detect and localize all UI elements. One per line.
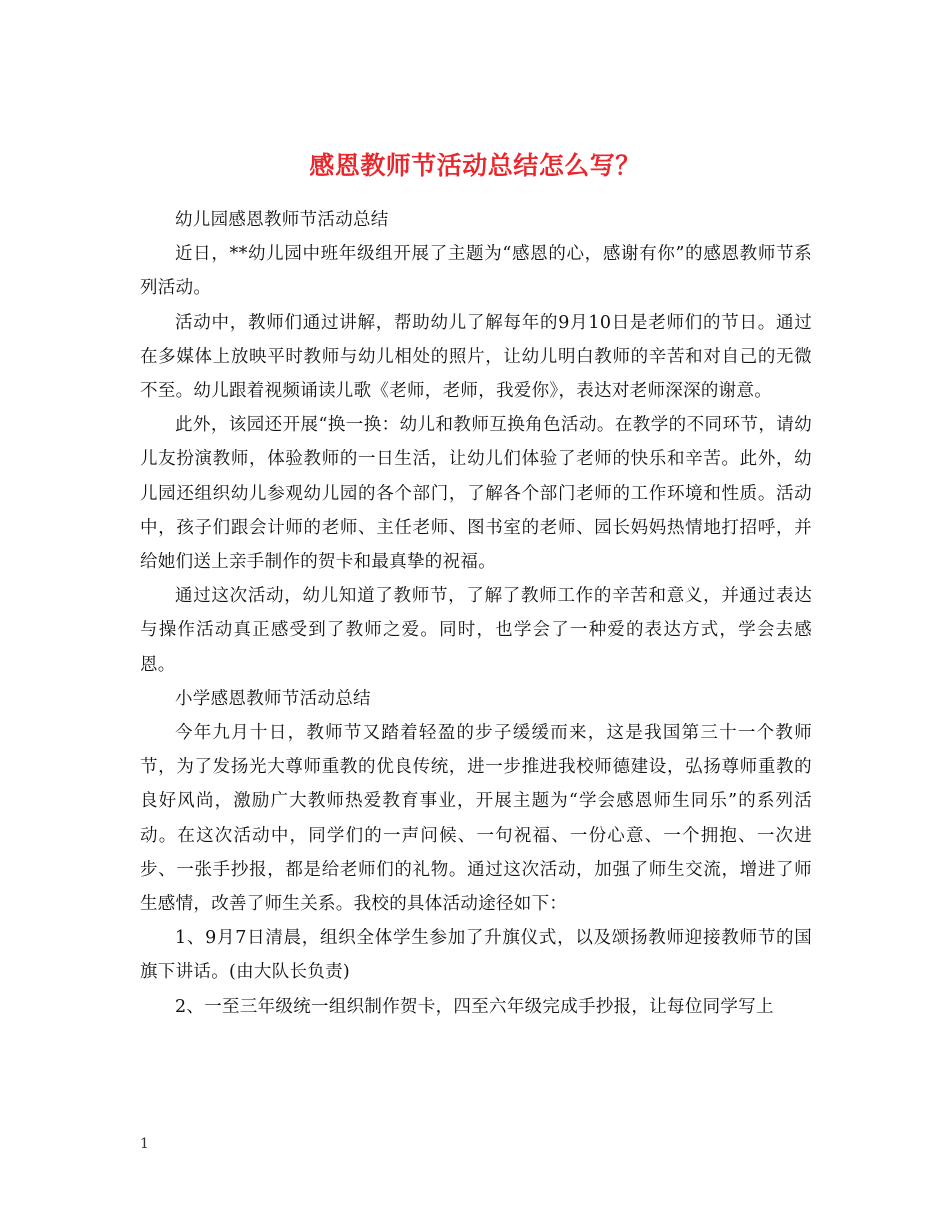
paragraph: 通过这次活动，幼儿知道了教师节，了解了教师工作的辛苦和意义，并通过表达与操作活动真正感受到了教师之爱。同时，也学会了一种爱的表达方式，学会去感恩。: [140, 586, 812, 675]
document-body: [140, 203, 812, 1024]
section-heading-kindergarten: 幼儿园感恩教师节活动总结: [175, 210, 389, 230]
page-number: 1: [140, 1136, 149, 1152]
section-heading-primary-school: 小学感恩教师节活动总结: [175, 688, 371, 709]
paragraph: 今年九月十日，教师节又踏着轻盈的步子缓缓而来，这是我国第三十一个教师节，为了发扬光大尊师重教的优良传统，进一步推进我校师德建设，弘扬尊师重教的良好风尚，激励广大教师热爱教育事业，开展主题为“学会感恩师生同乐”的系列活动。在这次活动中，同学们的一声问候、一句祝福、一份心意、一个拥抱、一次进步、一张手抄报，都是给老师们的礼物。通过这次活动，加强了师生交流，增进了师生感情，改善了师生关系。我校的具体活动途径如下：: [140, 723, 812, 915]
paragraph: 1、9月7日清晨，组织全体学生参加了升旗仪式，以及颂扬教师迎接教师节的国旗下讲话。(由大队长负责): [140, 928, 812, 983]
document-title: 感恩教师节活动总结怎么写？: [309, 150, 641, 180]
paragraph: 近日，**幼儿园中班年级组开展了主题为“感恩的心，感谢有你”的感恩教师节系列活动。: [140, 244, 812, 299]
paragraph: 此外，该园还开展“换一换：幼儿和教师互换角色活动。在教学的不同环节，请幼儿友扮演教师，体验教师的一日生活，让幼儿们体验了老师的快乐和辛苦。此外，幼儿园还组织幼儿参观幼儿园的各个部门，了解各个部门老师的工作环境和性质。活动中，孩子们跟会计师的老师、主任老师、图书室的老师、园长妈妈热情地打招呼，并给她们送上亲手制作的贺卡和最真挚的祝福。: [140, 415, 812, 573]
paragraph: 2、一至三年级统一组织制作贺卡，四至六年级完成手抄报，让每位同学写上: [175, 996, 774, 1017]
paragraph: 活动中，教师们通过讲解，帮助幼儿了解每年的9月10日是老师们的节日。通过在多媒体上放映平时教师与幼儿相处的照片，让幼儿明白教师的辛苦和对自己的无微不至。幼儿跟着视频诵读儿歌《老师，老师，我爱你》，表达对老师深深的谢意。: [140, 312, 812, 402]
